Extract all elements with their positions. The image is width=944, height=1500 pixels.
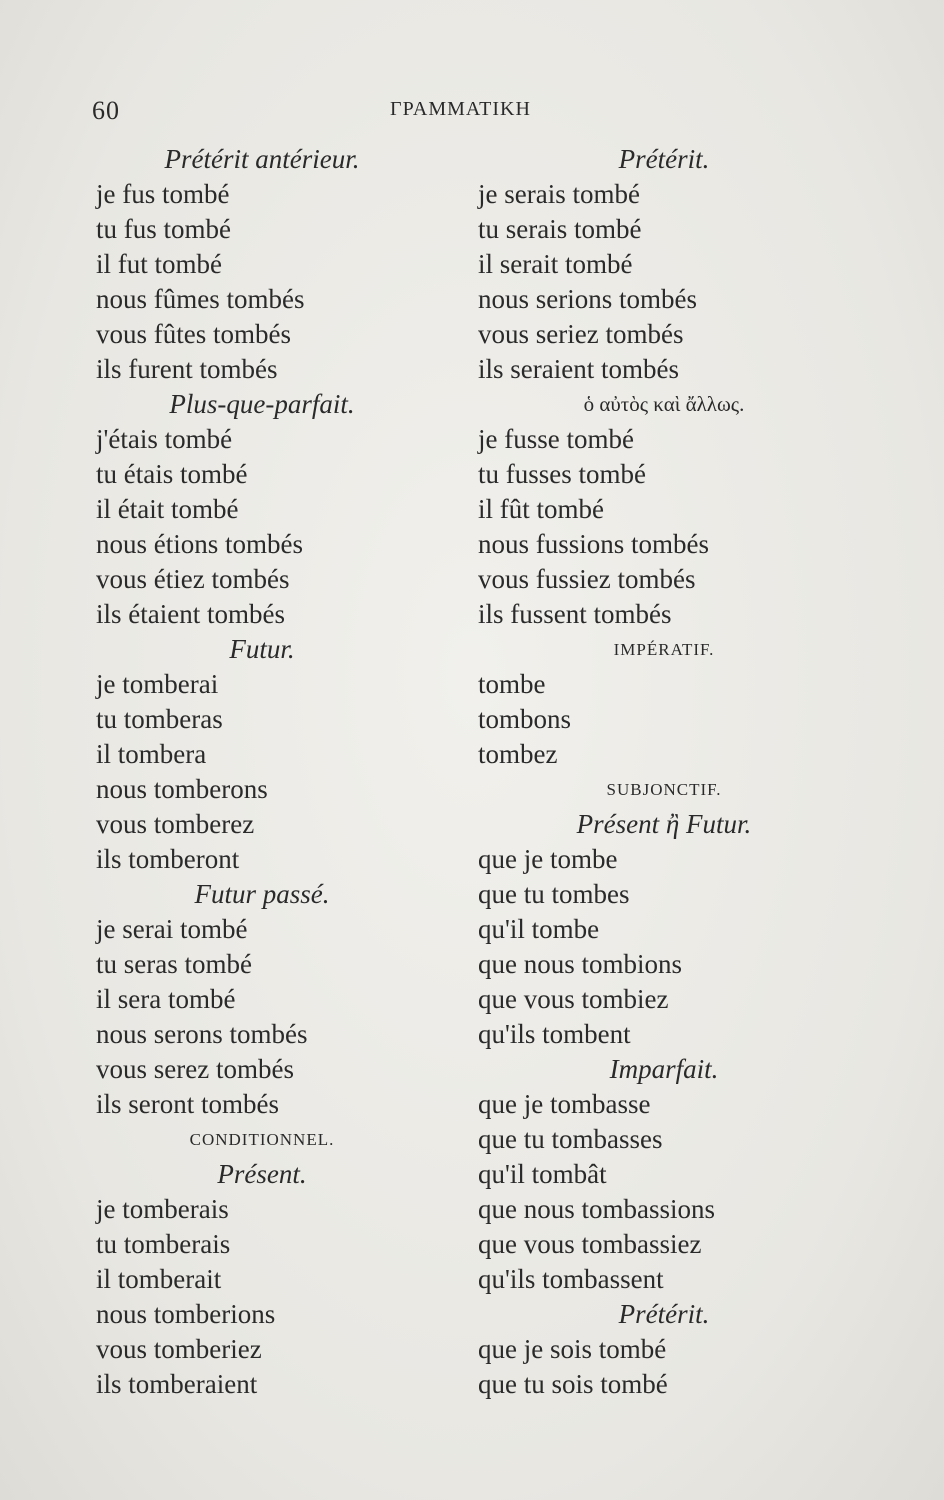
- tense-heading: Futur passé.: [194, 879, 330, 909]
- tense-heading: Imparfait.: [609, 1054, 719, 1084]
- conjugation-line: vous serez tombés: [96, 1054, 294, 1084]
- right-column: [474, 142, 854, 1402]
- conjugation-line: que je sois tombé: [478, 1334, 667, 1364]
- conjugation-line: j'étais tombé: [96, 424, 233, 454]
- conjugation-line: ils seraient tombés: [478, 354, 679, 384]
- conjugation-line: ils tomberont: [96, 844, 240, 874]
- conjugation-line: qu'ils tombassent: [478, 1264, 664, 1294]
- conjugation-line: que tu sois tombé: [478, 1369, 668, 1399]
- conjugation-line: il était tombé: [96, 494, 239, 524]
- conjugation-line: que tu tombes: [478, 879, 630, 909]
- conjugation-line: que vous tombiez: [478, 984, 669, 1014]
- conjugation-line: vous fûtes tombés: [96, 319, 291, 349]
- tense-heading: Plus-que-parfait.: [169, 389, 355, 419]
- conjugation-line: ils étaient tombés: [96, 599, 285, 629]
- conjugation-line: tu tomberas: [96, 704, 223, 734]
- conjugation-line: nous étions tombés: [96, 529, 303, 559]
- conjugation-line: que nous tombions: [478, 949, 683, 979]
- conjugation-line: je fusse tombé: [478, 424, 634, 454]
- conjugation-line: il sera tombé: [96, 984, 236, 1014]
- tense-heading: Prétérit.: [618, 144, 710, 174]
- mood-heading: IMPÉRATIF.: [613, 640, 715, 659]
- conjugation-line: je serais tombé: [478, 179, 640, 209]
- conjugation-line: nous serions tombés: [478, 284, 697, 314]
- tense-heading: Prétérit.: [618, 1299, 710, 1329]
- conjugation-line: vous tomberiez: [96, 1334, 262, 1364]
- conjugation-line: ils fussent tombés: [478, 599, 672, 629]
- conjugation-line: il serait tombé: [478, 249, 633, 279]
- conjugation-line: tu serais tombé: [478, 214, 642, 244]
- conjugation-line: ils tomberaient: [96, 1369, 258, 1399]
- running-head: ΓΡΑΜΜΑΤΙΚΗ: [390, 98, 531, 120]
- conjugation-line: je tomberai: [96, 669, 219, 699]
- conjugation-line: ils furent tombés: [96, 354, 278, 384]
- conjugation-line: il tomberait: [96, 1264, 222, 1294]
- tense-heading: Prétérit antérieur.: [164, 144, 360, 174]
- conjugation-line: vous tomberez: [96, 809, 255, 839]
- conjugation-line: je serai tombé: [96, 914, 248, 944]
- conjugation-line: qu'il tombe: [478, 914, 600, 944]
- tense-heading: Présent ἢ Futur.: [576, 809, 752, 839]
- conjugation-line: tombe: [478, 669, 546, 699]
- conjugation-line: je fus tombé: [96, 179, 230, 209]
- conjugation-line: tu étais tombé: [96, 459, 248, 489]
- conjugation-line: nous fussions tombés: [478, 529, 710, 559]
- tense-heading: Présent.: [217, 1159, 307, 1189]
- conjugation-line: tu fusses tombé: [478, 459, 646, 489]
- conjugation-line: que tu tombasses: [478, 1124, 663, 1154]
- conjugation-line: il fût tombé: [478, 494, 604, 524]
- conjugation-line: que vous tombassiez: [478, 1229, 702, 1259]
- greek-note: ὁ αὐτὸς καὶ ἄλλως.: [583, 392, 745, 416]
- mood-heading: CONDITIONNEL.: [189, 1130, 335, 1149]
- conjugation-line: que nous tombassions: [478, 1194, 716, 1224]
- conjugation-line: il fut tombé: [96, 249, 222, 279]
- conjugation-line: qu'ils tombent: [478, 1019, 631, 1049]
- conjugation-line: tu tomberais: [96, 1229, 231, 1259]
- conjugation-line: qu'il tombât: [478, 1159, 607, 1189]
- conjugation-line: que je tombe: [478, 844, 618, 874]
- conjugation-line: je tomberais: [96, 1194, 229, 1224]
- left-column: [92, 142, 432, 1402]
- conjugation-line: tombons: [478, 704, 572, 734]
- conjugation-line: nous serons tombés: [96, 1019, 308, 1049]
- conjugation-line: il tombera: [96, 739, 207, 769]
- conjugation-line: vous étiez tombés: [96, 564, 290, 594]
- conjugation-line: tu seras tombé: [96, 949, 252, 979]
- conjugation-line: vous fussiez tombés: [478, 564, 696, 594]
- tense-heading: Futur.: [229, 634, 295, 664]
- conjugation-line: nous tomberions: [96, 1299, 276, 1329]
- conjugation-line: nous tomberons: [96, 774, 268, 804]
- conjugation-line: ils seront tombés: [96, 1089, 279, 1119]
- conjugation-line: tombez: [478, 739, 558, 769]
- mood-heading: SUBJONCTIF.: [606, 780, 722, 799]
- page-number: 60: [92, 96, 120, 125]
- conjugation-line: que je tombasse: [478, 1089, 651, 1119]
- conjugation-line: tu fus tombé: [96, 214, 231, 244]
- conjugation-line: nous fûmes tombés: [96, 284, 305, 314]
- conjugation-line: vous seriez tombés: [478, 319, 684, 349]
